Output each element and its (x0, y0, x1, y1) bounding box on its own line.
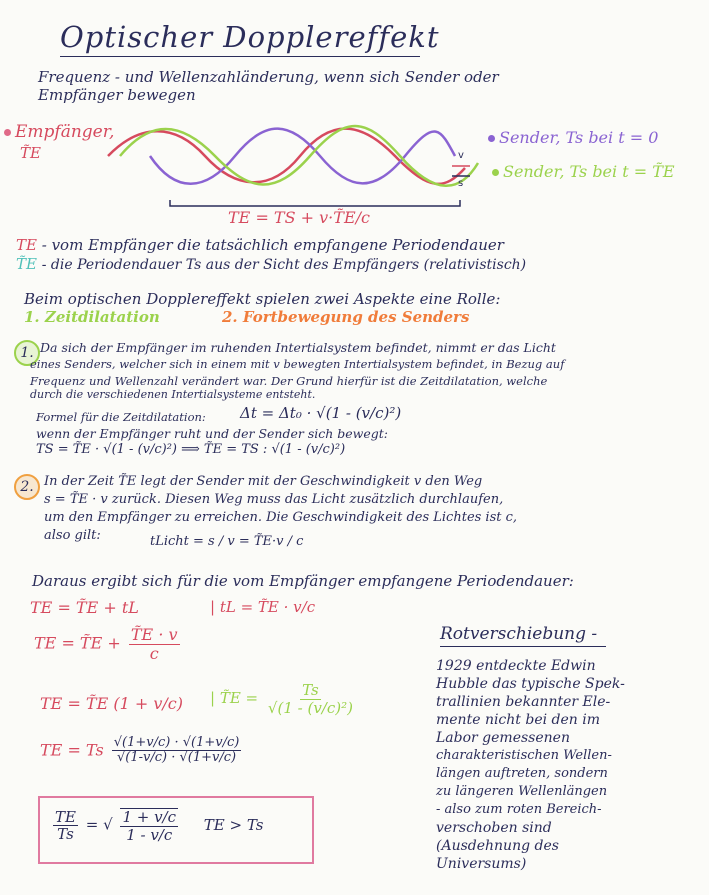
redshift-line-10: verschoben sind (436, 820, 552, 836)
point-2-line-1: In der Zeit T̃E legt der Sender mit der Geschwindigkeit v den Weg (44, 474, 483, 489)
doppler-diagram (0, 118, 709, 228)
sender-dot-green-icon (492, 169, 499, 176)
receiver-symbol: T̃E (20, 144, 41, 162)
dilatation-result: TS = T̃E · √(1 - (v/c)²) ⟹ T̃E = TS : √(1 - (v/c)²) (36, 442, 346, 457)
point-1-line-4: durch die verschiedenen Intertialsysteme entsteht. (30, 388, 316, 401)
subtitle-line-2: Empfänger bewegen (38, 86, 196, 104)
equation-3-side: | T̃E = $\frac{Ts}{\text{√(1 - (v/c)²)}}$ (210, 681, 353, 717)
redshift-line-6: charakteristischen Wellen- (436, 748, 612, 763)
point-2-line-3: um den Empfänger zu erreichen. Die Geschwindigkeit des Lichtes ist c, (44, 510, 518, 525)
equation-1-side: | tL = T̃E · v/c (210, 598, 316, 616)
redshift-underline (440, 646, 606, 647)
point-1-line-2: eines Senders, welcher sich in einem mit v bewegten Intertialsystem befindet, in Bezug auf (30, 357, 565, 371)
light-time-formula: tLicht = s / v = T̃E·v / c (150, 534, 304, 549)
conclusion-text: Daraus ergibt sich für die vom Empfänger empfangene Periodendauer: (32, 572, 574, 590)
sender-label-tE: Sender, Ts bei t = T̃E (492, 162, 675, 181)
point-2-line-2: s = T̃E · v zurück. Diesen Weg muss das Licht zusätzlich durchlaufen, (44, 492, 504, 507)
equation-3: TE = T̃E (1 + v/c) (40, 694, 183, 713)
redshift-line-9: - also zum roten Bereich- (436, 802, 602, 817)
title-underline (60, 56, 420, 57)
point-1-line-1: Da sich der Empfänger im ruhenden Intertialsystem befindet, nimmt er das Licht (40, 340, 556, 355)
boxed-root-fraction: $\frac{1 + v/c}{1 - v/c}$ (122, 808, 177, 844)
aspect-2: 2. Fortbewegung des Senders (222, 308, 470, 326)
purple-wave (150, 129, 455, 184)
aspect-1: 1. Zeitdilatation (24, 308, 160, 326)
receiver-text: Empfänger, (15, 122, 115, 142)
arrow-label-s: s (458, 178, 464, 189)
equation-2: TE = T̃E + $\frac{T̃E \cdot v}{c}$ (34, 625, 178, 663)
equation-1: TE = T̃E + tL (30, 598, 139, 617)
redshift-line-11: (Ausdehnung des (436, 838, 559, 854)
page-title: Optischer Dopplereffekt (60, 20, 440, 54)
redshift-line-5: Labor gemessenen (436, 730, 570, 746)
redshift-line-2: Hubble das typische Spek- (436, 676, 625, 692)
equation-2-fraction: $\frac{T̃E \cdot v}{c}$ (130, 625, 178, 663)
equation-4-fraction: $\frac{√(1+v/c) \cdot √(1+v/c)}{√(1-v/c) \cdot √(1+v/c)}$ (113, 735, 240, 766)
redshift-heading: Rotverschiebung - (440, 624, 598, 644)
redshift-line-4: mente nicht bei den im (436, 712, 601, 728)
dilatation-condition: wenn der Empfänger ruht und der Sender sich bewegt: (36, 426, 389, 441)
point-1-badge: 1. (14, 340, 40, 366)
sender-label-t0: Sender, Ts bei t = 0 (488, 128, 658, 147)
sender-dot-purple-icon (488, 135, 495, 142)
boxed-result: $\frac{TE}{Ts}$ = √ $\frac{1 + v/c}{1 - v/c}$ TE > Ts (55, 807, 264, 844)
arrow-label-v: v (458, 150, 464, 161)
definition-TE: TE - vom Empfänger die tatsächlich empfangene Periodendauer (16, 236, 504, 254)
redshift-line-12: Universums) (436, 856, 527, 872)
span-formula: TE = TS + v·T̃E/c (228, 208, 370, 227)
equation-4: TE = Ts $\frac{√(1+v/c) \cdot √(1+v/c)}{√(1-v/c) \cdot √(1+v/c)}$ (40, 735, 240, 766)
point-2-badge: 2. (14, 474, 40, 500)
redshift-line-7: längen auftreten, sondern (436, 766, 608, 781)
redshift-line-8: zu längeren Wellenlängen (436, 784, 608, 799)
definition-TE-tilde: T̃E - die Periodendauer Ts aus der Sicht des Empfängers (relativistisch) (16, 255, 527, 273)
redshift-line-1: 1929 entdeckte Edwin (436, 658, 596, 674)
equation-3-side-fraction: $\frac{Ts}{\text{√(1 - (v/c)²)}}$ (267, 681, 353, 717)
redshift-line-3: trallinien bekannter Ele- (436, 694, 611, 710)
subtitle-line-1: Frequenz - und Wellenzahländerung, wenn sich Sender oder (38, 68, 499, 86)
point-1-line-3: Frequenz und Wellenzahl verändert war. Der Grund hierfür ist die Zeitdilatation, welche (30, 374, 548, 388)
span-brace (170, 200, 460, 206)
boxed-ratio: $\frac{TE}{Ts}$ (55, 807, 76, 843)
aspects-intro: Beim optischen Dopplereffekt spielen zwei Aspekte eine Rolle: (24, 290, 501, 308)
dilatation-formula: Δt = Δt₀ · √(1 - (v/c)²) (240, 404, 402, 422)
dilatation-formula-label: Formel für die Zeitdilatation: (36, 410, 206, 424)
point-2-line-4: also gilt: (44, 528, 101, 543)
